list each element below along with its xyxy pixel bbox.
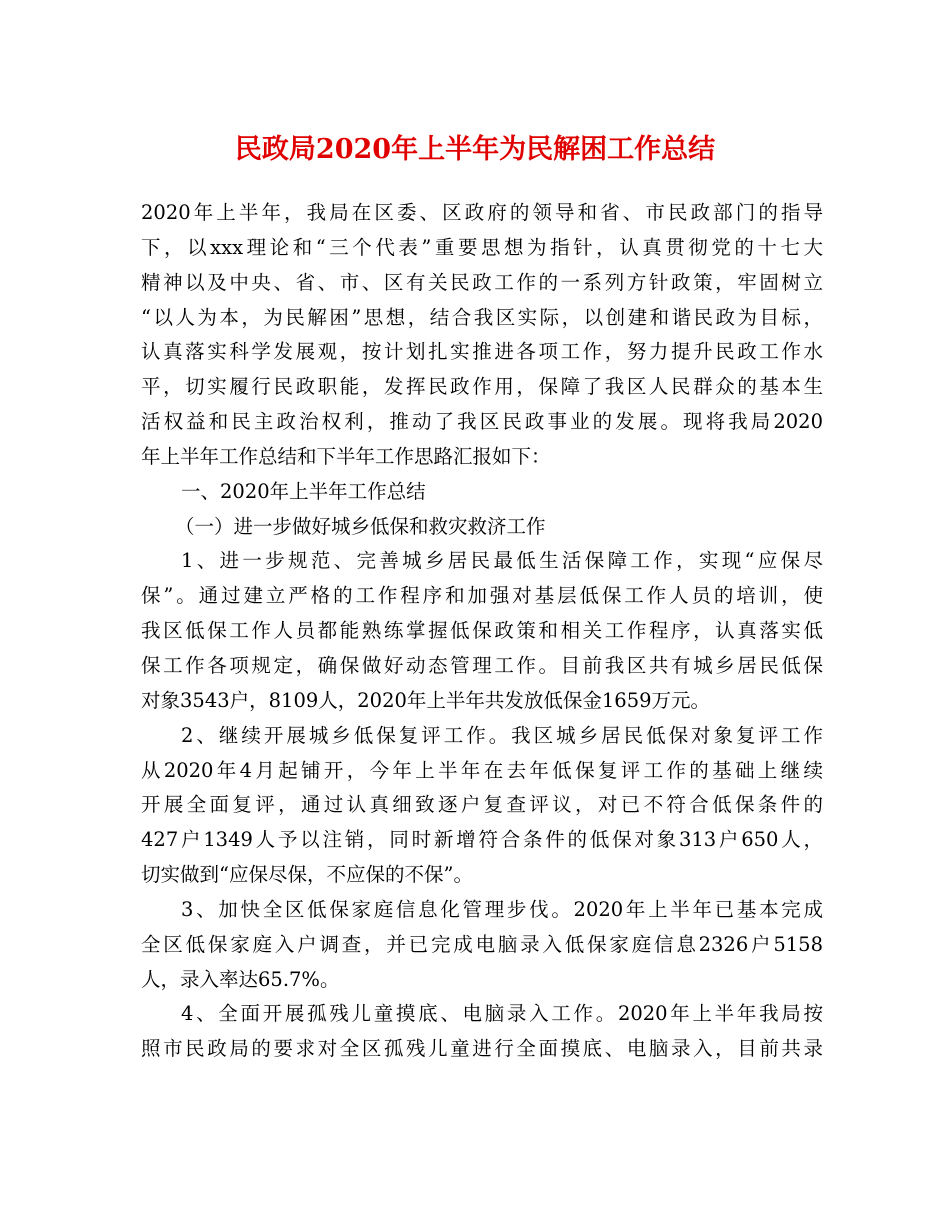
paragraph-line: 人，录入率达65.7%。 — [141, 967, 340, 991]
paragraph-line: 活权益和民主政治权利，推动了我区民政事业的发展。现将我局2020 — [141, 410, 823, 434]
paragraph-line: 2020年上半年，我局在区委、区政府的领导和省、市民政部门的指导 — [141, 201, 823, 224]
paragraph-line: 427户1349人予以注销，同时新增符合条件的低保对象313户650人， — [141, 828, 823, 852]
paragraph-line: 精神以及中央、省、市、区有关民政工作的一系列方针政策，牢固树立 — [141, 270, 823, 294]
paragraph-line: 从2020年4月起铺开，今年上半年在去年低保复评工作的基础上继续 — [141, 758, 823, 782]
document-body — [141, 196, 823, 1067]
paragraph-line: 开展全面复评，通过认真细致逐户复查评议，对已不符合低保条件的 — [141, 793, 823, 817]
paragraph-line: 照市民政局的要求对全区孤残儿童进行全面摸底、电脑录入，目前共录 — [141, 1037, 823, 1061]
paragraph-line: 1、进一步规范、完善城乡居民最低生活保障工作，实现“应保尽 — [181, 549, 823, 573]
paragraph-line: 年上半年工作总结和下半年工作思路汇报如下： — [141, 444, 551, 468]
paragraph-line: 下，以xxx理论和“三个代表”重要思想为指针，认真贯彻党的十七大 — [141, 235, 823, 259]
paragraph-line: 认真落实科学发展观，按计划扎实推进各项工作，努力提升民政工作水 — [141, 340, 823, 364]
paragraph-line: 我区低保工作人员都能熟练掌握低保政策和相关工作程序，认真落实低 — [141, 619, 823, 643]
paragraph-line: 保工作各项规定，确保做好动态管理工作。目前我区共有城乡居民低保 — [141, 653, 823, 677]
paragraph-line: 对象3543户，8109人，2020年上半年共发放低保金1659万元。 — [141, 688, 711, 712]
paragraph-line: 切实做到“应保尽保，不应保的不保”。 — [141, 863, 473, 887]
paragraph-line: 保”。通过建立严格的工作程序和加强对基层低保工作人员的培训，使 — [141, 584, 823, 608]
document-title: 民政局2020年上半年为民解困工作总结 — [234, 134, 716, 165]
paragraph-line: 平，切实履行民政职能，发挥民政作用，保障了我区人民群众的基本生 — [141, 375, 823, 399]
paragraph-line: 4、全面开展孤残儿童摸底、电脑录入工作。2020年上半年我局按 — [181, 1002, 823, 1026]
section-heading: 一、2020年上半年工作总结 — [181, 479, 426, 503]
paragraph-line: 3、加快全区低保家庭信息化管理步伐。2020年上半年已基本完成 — [181, 897, 823, 921]
subsection-heading: （一）进一步做好城乡低保和救灾救济工作 — [175, 514, 546, 538]
paragraph-line: “以人为本，为民解困”思想，结合我区实际，以创建和谐民政为目标， — [141, 305, 823, 329]
paragraph-line: 2、继续开展城乡低保复评工作。我区城乡居民低保对象复评工作 — [181, 723, 823, 747]
paragraph-line: 全区低保家庭入户调查，并已完成电脑录入低保家庭信息2326户5158 — [141, 932, 823, 956]
